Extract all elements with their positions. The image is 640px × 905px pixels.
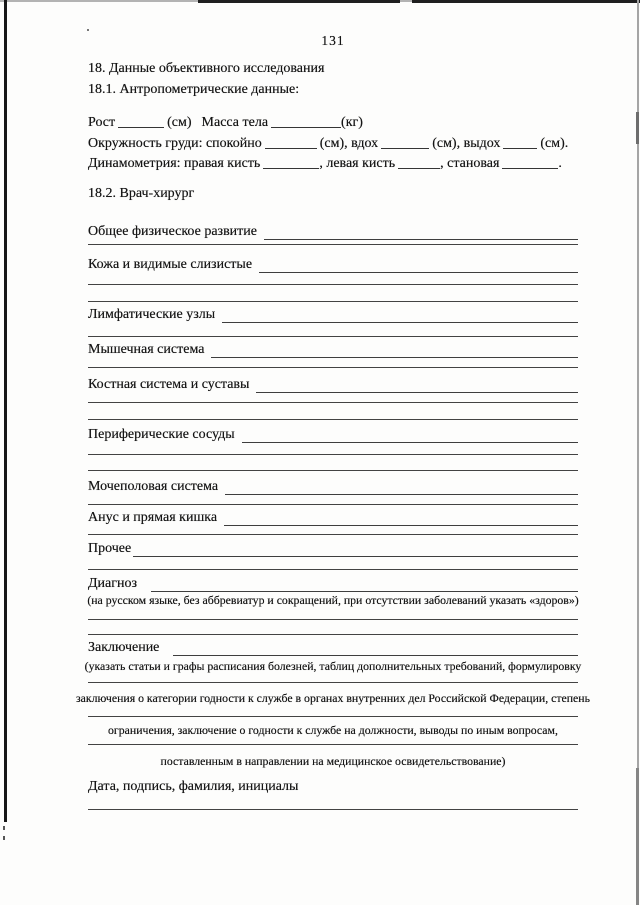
dynamometry-stand-blank-line	[502, 164, 558, 169]
scan-border-right-dark-segment	[636, 768, 639, 905]
conclusion-hint-4: поставленным в направлении на медицинское освидетельствование)	[160, 754, 506, 768]
conclusion-hint-1: (указать статьи и графы расписания болезней, таблиц дополнительных требований, формулировку	[84, 659, 582, 673]
field-row-skin-mucosa	[88, 257, 578, 273]
continuation-line	[88, 534, 578, 535]
dynamometry-left-blank-line	[398, 164, 440, 169]
height-weight-row	[88, 115, 578, 131]
chest-exhale-label: (см), выдох	[432, 136, 501, 151]
field-label: Анус и прямая кишка	[88, 510, 218, 525]
field-row-muscular-system	[88, 342, 578, 358]
section-heading-18-1: 18.1. Антропометрические данные:	[88, 82, 300, 97]
dynamometry-stand-label: , становая	[440, 156, 500, 171]
field-label: Мочеполовая система	[88, 479, 219, 494]
dynamometry-row	[88, 156, 578, 172]
chest-inhale-blank-line	[381, 144, 429, 149]
conclusion-hint-3: ограничения, заключение о годности к службе на должности, выводы по иным вопросам,	[108, 723, 558, 737]
field-label: Прочее	[88, 541, 132, 556]
dynamometry-end: .	[558, 156, 562, 171]
continuation-line	[88, 301, 578, 302]
scan-border-left	[4, 0, 7, 822]
continuation-line	[88, 336, 578, 337]
write-in-line	[242, 427, 578, 443]
write-in-line	[264, 224, 578, 240]
continuation-line	[88, 419, 578, 420]
signature-caption: Дата, подпись, фамилия, инициалы	[88, 779, 299, 794]
chest-circumference-row	[88, 136, 578, 152]
scan-speck	[3, 836, 5, 840]
field-row-general-development	[88, 224, 578, 240]
chest-label: Окружность груди: спокойно	[88, 136, 262, 151]
field-row-skeletal-system	[88, 377, 578, 393]
scan-speck	[3, 826, 5, 830]
dynamometry-right-blank-line	[263, 164, 319, 169]
write-in-line	[259, 257, 578, 273]
continuation-line	[88, 682, 578, 683]
field-label: Кожа и видимые слизистые	[88, 257, 253, 272]
continuation-line	[88, 470, 578, 471]
diagnosis-row	[88, 576, 578, 592]
write-in-line	[222, 307, 578, 323]
continuation-line	[88, 454, 578, 455]
scan-speck	[636, 112, 639, 144]
continuation-line	[88, 634, 578, 635]
conclusion-hint-2: заключения о категории годности к службе в органах внутренних дел Российской Федерации, степень	[76, 691, 590, 705]
continuation-line	[88, 284, 578, 285]
field-row-other	[88, 541, 578, 557]
field-label: Общее физическое развитие	[88, 224, 257, 239]
form-content	[76, 0, 590, 905]
field-label: Периферические сосуды	[88, 427, 235, 442]
continuation-line	[88, 716, 578, 717]
continuation-line	[88, 744, 578, 745]
chest-inhale-label: (см), вдох	[319, 136, 379, 151]
page-number: 131	[321, 33, 345, 48]
height-label: Рост	[88, 115, 116, 130]
weight-unit: (кг)	[341, 115, 363, 130]
field-label: Мышечная система	[88, 342, 205, 357]
write-in-line	[133, 541, 578, 557]
chest-exhale-blank-line	[503, 144, 537, 149]
chest-calm-blank-line	[265, 144, 317, 149]
diagnosis-label: Диагноз	[88, 576, 138, 591]
continuation-line	[88, 402, 578, 403]
weight-blank-line	[271, 123, 341, 128]
continuation-line	[88, 367, 578, 368]
diagnosis-hint: (на русском языке, без аббревиатур и сокращений, при отсутствии заболеваний указать «здоров»)	[87, 593, 579, 607]
write-in-line	[225, 479, 578, 495]
field-label: Лимфатические узлы	[88, 307, 216, 322]
section-heading-18: 18. Данные объективного исследования	[88, 61, 325, 76]
write-in-line	[173, 640, 578, 656]
weight-label: Масса тела	[201, 115, 269, 130]
dynamometry-left-label: , левая кисть	[319, 156, 396, 171]
conclusion-row	[88, 640, 578, 656]
continuation-line	[88, 569, 578, 570]
conclusion-label: Заключение	[88, 640, 160, 655]
field-row-peripheral-vessels	[88, 427, 578, 443]
continuation-line	[88, 619, 578, 620]
continuation-line	[88, 244, 578, 245]
dynamometry-label: Динамометрия: правая кисть	[88, 156, 261, 171]
section-heading-18-2: 18.2. Врач-хирург	[88, 186, 195, 201]
write-in-line	[211, 342, 578, 358]
write-in-line	[224, 510, 578, 526]
write-in-line	[151, 576, 578, 592]
height-blank-line	[118, 123, 164, 128]
height-unit: (см)	[167, 115, 192, 130]
field-row-genitourinary	[88, 479, 578, 495]
field-row-anus-rectum	[88, 510, 578, 526]
chest-unit-end: (см).	[540, 136, 569, 151]
field-label: Костная система и суставы	[88, 377, 250, 392]
write-in-line	[256, 377, 578, 393]
signature-line	[88, 809, 578, 810]
field-row-lymph-nodes	[88, 307, 578, 323]
continuation-line	[88, 504, 578, 505]
